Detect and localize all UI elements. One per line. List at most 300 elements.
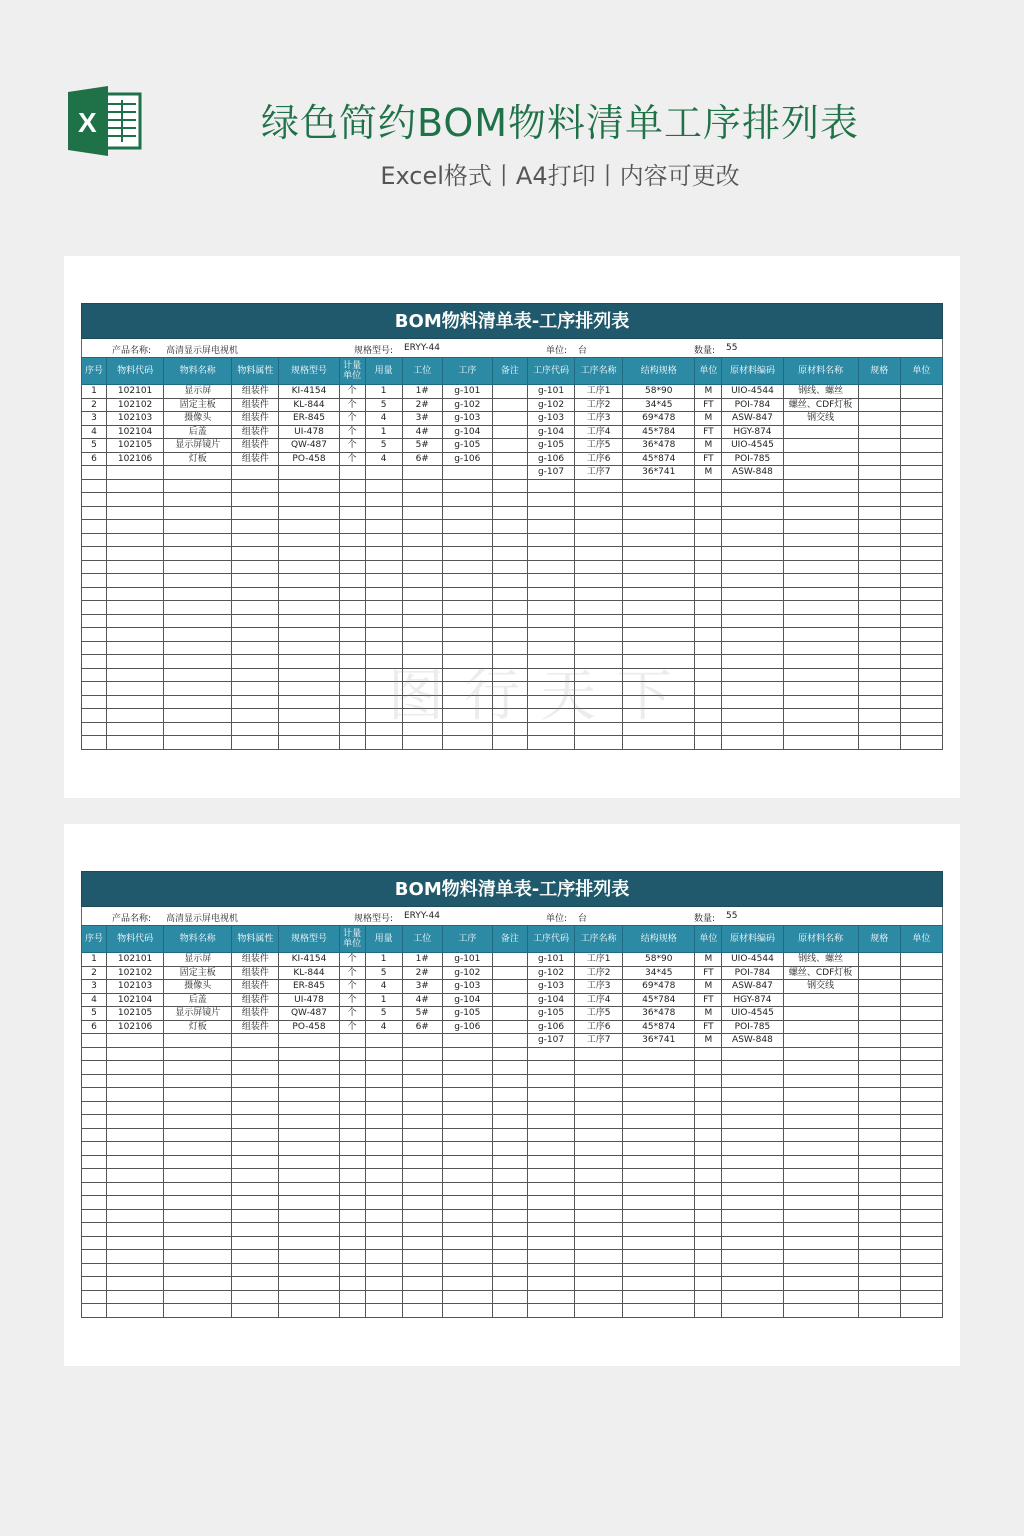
- table-cell[interactable]: [783, 574, 858, 588]
- table-cell[interactable]: [339, 1101, 365, 1115]
- table-cell[interactable]: [107, 479, 164, 493]
- table-cell[interactable]: [527, 1061, 574, 1075]
- table-cell[interactable]: [858, 520, 900, 534]
- table-cell[interactable]: 钢线、螺丝: [783, 953, 858, 967]
- table-cell[interactable]: [722, 493, 783, 507]
- table-cell[interactable]: [722, 1142, 783, 1156]
- table-cell[interactable]: 4: [365, 452, 402, 466]
- table-cell[interactable]: [575, 1223, 623, 1237]
- table-cell[interactable]: [82, 709, 107, 723]
- table-cell[interactable]: [492, 1047, 527, 1061]
- table-cell[interactable]: [623, 506, 695, 520]
- table-cell[interactable]: [695, 506, 722, 520]
- table-cell[interactable]: [442, 547, 492, 561]
- table-cell[interactable]: [279, 506, 339, 520]
- table-cell[interactable]: [279, 1304, 339, 1318]
- table-cell[interactable]: [365, 1034, 402, 1048]
- table-cell[interactable]: [527, 722, 574, 736]
- table-cell[interactable]: [164, 668, 232, 682]
- table-cell[interactable]: [623, 1250, 695, 1264]
- table-cell[interactable]: [858, 1155, 900, 1169]
- table-cell[interactable]: [492, 1290, 527, 1304]
- table-cell[interactable]: [279, 466, 339, 480]
- table-cell[interactable]: [527, 1142, 574, 1156]
- table-cell[interactable]: 后盖: [164, 425, 232, 439]
- table-cell[interactable]: [232, 1047, 279, 1061]
- table-cell[interactable]: [527, 601, 574, 615]
- table-cell[interactable]: [695, 520, 722, 534]
- table-cell[interactable]: [442, 1250, 492, 1264]
- table-cell[interactable]: [402, 1047, 442, 1061]
- table-cell[interactable]: [279, 722, 339, 736]
- table-cell[interactable]: 工序6: [575, 1020, 623, 1034]
- table-cell[interactable]: [858, 1250, 900, 1264]
- table-cell[interactable]: UIO-4544: [722, 953, 783, 967]
- table-cell[interactable]: [783, 547, 858, 561]
- table-cell[interactable]: [402, 479, 442, 493]
- table-cell[interactable]: FT: [695, 398, 722, 412]
- table-cell[interactable]: [623, 682, 695, 696]
- table-cell[interactable]: [107, 466, 164, 480]
- table-cell[interactable]: [722, 1182, 783, 1196]
- table-cell[interactable]: [695, 614, 722, 628]
- table-cell[interactable]: [232, 493, 279, 507]
- table-cell[interactable]: [492, 736, 527, 750]
- table-cell[interactable]: [858, 601, 900, 615]
- table-cell[interactable]: [442, 655, 492, 669]
- table-cell[interactable]: [164, 1128, 232, 1142]
- table-cell[interactable]: [527, 1277, 574, 1291]
- table-cell[interactable]: [695, 1223, 722, 1237]
- table-cell[interactable]: [279, 1074, 339, 1088]
- table-cell[interactable]: [722, 1155, 783, 1169]
- table-cell[interactable]: [492, 1182, 527, 1196]
- table-cell[interactable]: [442, 506, 492, 520]
- table-cell[interactable]: [858, 668, 900, 682]
- table-cell[interactable]: [783, 452, 858, 466]
- table-cell[interactable]: [695, 1142, 722, 1156]
- table-cell[interactable]: [107, 1155, 164, 1169]
- table-cell[interactable]: [279, 1061, 339, 1075]
- table-cell[interactable]: [164, 1047, 232, 1061]
- table-cell[interactable]: [722, 736, 783, 750]
- table-cell[interactable]: [339, 587, 365, 601]
- table-cell[interactable]: [232, 1223, 279, 1237]
- table-cell[interactable]: [232, 520, 279, 534]
- table-cell[interactable]: [82, 655, 107, 669]
- table-cell[interactable]: [82, 722, 107, 736]
- table-cell[interactable]: 5#: [402, 1007, 442, 1021]
- table-cell[interactable]: [527, 574, 574, 588]
- table-cell[interactable]: [783, 466, 858, 480]
- table-cell[interactable]: [365, 1128, 402, 1142]
- table-cell[interactable]: 102104: [107, 425, 164, 439]
- table-cell[interactable]: [365, 1304, 402, 1318]
- table-cell[interactable]: [492, 695, 527, 709]
- table-cell[interactable]: [900, 628, 942, 642]
- table-cell[interactable]: 个: [339, 993, 365, 1007]
- table-cell[interactable]: [82, 1101, 107, 1115]
- table-cell[interactable]: [279, 709, 339, 723]
- table-cell[interactable]: [900, 1115, 942, 1129]
- table-cell[interactable]: [232, 1115, 279, 1129]
- table-cell[interactable]: [164, 1088, 232, 1102]
- table-cell[interactable]: [695, 1169, 722, 1183]
- table-cell[interactable]: 58*90: [623, 953, 695, 967]
- table-cell[interactable]: [164, 1277, 232, 1291]
- table-cell[interactable]: [164, 466, 232, 480]
- table-cell[interactable]: [858, 736, 900, 750]
- table-cell[interactable]: [783, 560, 858, 574]
- table-cell[interactable]: g-107: [527, 466, 574, 480]
- table-cell[interactable]: [623, 587, 695, 601]
- table-cell[interactable]: 工序4: [575, 425, 623, 439]
- table-cell[interactable]: [107, 709, 164, 723]
- table-cell[interactable]: [783, 1128, 858, 1142]
- table-cell[interactable]: [164, 736, 232, 750]
- table-cell[interactable]: [527, 1250, 574, 1264]
- table-cell[interactable]: [695, 533, 722, 547]
- table-cell[interactable]: 36*741: [623, 1034, 695, 1048]
- table-cell[interactable]: 组装件: [232, 953, 279, 967]
- table-cell[interactable]: [783, 520, 858, 534]
- table-cell[interactable]: [492, 1020, 527, 1034]
- table-cell[interactable]: [279, 1101, 339, 1115]
- table-cell[interactable]: 组装件: [232, 412, 279, 426]
- table-cell[interactable]: [575, 668, 623, 682]
- table-cell[interactable]: [107, 1088, 164, 1102]
- table-cell[interactable]: [82, 1277, 107, 1291]
- table-cell[interactable]: [858, 1047, 900, 1061]
- table-cell[interactable]: 6: [82, 452, 107, 466]
- table-cell[interactable]: [900, 412, 942, 426]
- table-cell[interactable]: [783, 736, 858, 750]
- table-cell[interactable]: [339, 560, 365, 574]
- table-cell[interactable]: [402, 1182, 442, 1196]
- table-cell[interactable]: [492, 385, 527, 399]
- table-cell[interactable]: [722, 1223, 783, 1237]
- table-cell[interactable]: [492, 614, 527, 628]
- table-cell[interactable]: [164, 601, 232, 615]
- table-cell[interactable]: [575, 1263, 623, 1277]
- table-cell[interactable]: [279, 1155, 339, 1169]
- table-cell[interactable]: [858, 560, 900, 574]
- table-cell[interactable]: 个: [339, 966, 365, 980]
- table-cell[interactable]: [783, 1223, 858, 1237]
- table-cell[interactable]: [492, 587, 527, 601]
- table-cell[interactable]: M: [695, 980, 722, 994]
- table-cell[interactable]: [722, 1061, 783, 1075]
- table-cell[interactable]: [82, 1142, 107, 1156]
- table-cell[interactable]: [82, 1223, 107, 1237]
- table-cell[interactable]: [783, 1250, 858, 1264]
- table-cell[interactable]: [279, 493, 339, 507]
- table-cell[interactable]: 34*45: [623, 966, 695, 980]
- table-cell[interactable]: KL-844: [279, 966, 339, 980]
- table-cell[interactable]: [365, 1223, 402, 1237]
- table-cell[interactable]: 102102: [107, 966, 164, 980]
- table-cell[interactable]: [783, 1020, 858, 1034]
- table-cell[interactable]: [900, 601, 942, 615]
- table-cell[interactable]: POI-784: [722, 398, 783, 412]
- table-cell[interactable]: [107, 1223, 164, 1237]
- table-cell[interactable]: [492, 1061, 527, 1075]
- table-cell[interactable]: [82, 533, 107, 547]
- table-cell[interactable]: [232, 722, 279, 736]
- table-cell[interactable]: 58*90: [623, 385, 695, 399]
- table-cell[interactable]: [107, 1115, 164, 1129]
- table-cell[interactable]: [722, 614, 783, 628]
- table-cell[interactable]: [492, 1277, 527, 1291]
- table-cell[interactable]: [339, 709, 365, 723]
- table-cell[interactable]: [575, 655, 623, 669]
- table-cell[interactable]: [575, 1250, 623, 1264]
- table-cell[interactable]: [858, 1142, 900, 1156]
- table-cell[interactable]: [783, 601, 858, 615]
- table-cell[interactable]: 显示屏镜片: [164, 439, 232, 453]
- table-cell[interactable]: [402, 1061, 442, 1075]
- table-cell[interactable]: 69*478: [623, 412, 695, 426]
- table-cell[interactable]: g-104: [442, 993, 492, 1007]
- table-cell[interactable]: [442, 1223, 492, 1237]
- table-cell[interactable]: [695, 1101, 722, 1115]
- table-cell[interactable]: [695, 587, 722, 601]
- table-cell[interactable]: [402, 466, 442, 480]
- table-cell[interactable]: [492, 1142, 527, 1156]
- table-cell[interactable]: [695, 722, 722, 736]
- table-cell[interactable]: 工序7: [575, 466, 623, 480]
- table-cell[interactable]: [858, 722, 900, 736]
- table-cell[interactable]: 102105: [107, 439, 164, 453]
- table-cell[interactable]: [575, 1290, 623, 1304]
- table-cell[interactable]: [339, 506, 365, 520]
- table-cell[interactable]: [339, 736, 365, 750]
- table-cell[interactable]: [858, 506, 900, 520]
- table-cell[interactable]: [164, 1034, 232, 1048]
- table-cell[interactable]: g-103: [442, 980, 492, 994]
- table-cell[interactable]: [575, 1209, 623, 1223]
- table-cell[interactable]: [442, 614, 492, 628]
- table-cell[interactable]: 个: [339, 425, 365, 439]
- table-cell[interactable]: [107, 520, 164, 534]
- table-cell[interactable]: PO-458: [279, 1020, 339, 1034]
- table-cell[interactable]: 102102: [107, 398, 164, 412]
- table-cell[interactable]: g-105: [527, 439, 574, 453]
- table-cell[interactable]: 个: [339, 980, 365, 994]
- table-cell[interactable]: [365, 1209, 402, 1223]
- table-cell[interactable]: [900, 560, 942, 574]
- table-cell[interactable]: 36*478: [623, 1007, 695, 1021]
- table-cell[interactable]: [858, 614, 900, 628]
- table-cell[interactable]: [783, 1263, 858, 1277]
- table-cell[interactable]: [339, 1047, 365, 1061]
- table-cell[interactable]: [492, 439, 527, 453]
- table-cell[interactable]: 36*478: [623, 439, 695, 453]
- table-cell[interactable]: [82, 1182, 107, 1196]
- table-cell[interactable]: [402, 1115, 442, 1129]
- table-cell[interactable]: [623, 1169, 695, 1183]
- table-cell[interactable]: [82, 736, 107, 750]
- table-cell[interactable]: [442, 722, 492, 736]
- table-cell[interactable]: [492, 1223, 527, 1237]
- table-cell[interactable]: [527, 1304, 574, 1318]
- table-cell[interactable]: [279, 1115, 339, 1129]
- table-cell[interactable]: 灯板: [164, 452, 232, 466]
- table-cell[interactable]: [365, 1196, 402, 1210]
- table-cell[interactable]: [339, 1128, 365, 1142]
- table-cell[interactable]: g-102: [442, 966, 492, 980]
- table-cell[interactable]: [695, 1290, 722, 1304]
- table-cell[interactable]: [339, 1196, 365, 1210]
- table-cell[interactable]: [402, 614, 442, 628]
- table-cell[interactable]: [339, 493, 365, 507]
- table-cell[interactable]: [858, 1304, 900, 1318]
- table-cell[interactable]: [900, 1128, 942, 1142]
- table-cell[interactable]: [722, 1101, 783, 1115]
- table-cell[interactable]: QW-487: [279, 439, 339, 453]
- table-cell[interactable]: UIO-4545: [722, 1007, 783, 1021]
- table-cell[interactable]: [402, 628, 442, 642]
- table-cell[interactable]: 工序1: [575, 953, 623, 967]
- table-cell[interactable]: [232, 1101, 279, 1115]
- table-cell[interactable]: [279, 736, 339, 750]
- table-cell[interactable]: [82, 641, 107, 655]
- table-cell[interactable]: [402, 722, 442, 736]
- table-cell[interactable]: [783, 614, 858, 628]
- table-cell[interactable]: [442, 479, 492, 493]
- table-cell[interactable]: 个: [339, 385, 365, 399]
- table-cell[interactable]: [623, 641, 695, 655]
- table-cell[interactable]: [695, 655, 722, 669]
- table-cell[interactable]: [527, 695, 574, 709]
- table-cell[interactable]: 5: [365, 439, 402, 453]
- table-cell[interactable]: [858, 1074, 900, 1088]
- table-cell[interactable]: [722, 1290, 783, 1304]
- table-cell[interactable]: [900, 980, 942, 994]
- table-cell[interactable]: [402, 533, 442, 547]
- table-cell[interactable]: [279, 1209, 339, 1223]
- table-cell[interactable]: [365, 587, 402, 601]
- table-cell[interactable]: [164, 1155, 232, 1169]
- table-cell[interactable]: g-106: [527, 1020, 574, 1034]
- table-cell[interactable]: [695, 709, 722, 723]
- table-cell[interactable]: [900, 574, 942, 588]
- table-cell[interactable]: [623, 1277, 695, 1291]
- table-cell[interactable]: [575, 506, 623, 520]
- table-cell[interactable]: [492, 1074, 527, 1088]
- table-cell[interactable]: 6: [82, 1020, 107, 1034]
- table-cell[interactable]: [82, 601, 107, 615]
- table-cell[interactable]: [232, 1074, 279, 1088]
- table-cell[interactable]: [442, 1263, 492, 1277]
- table-cell[interactable]: [107, 1304, 164, 1318]
- table-cell[interactable]: [232, 641, 279, 655]
- table-cell[interactable]: [232, 1061, 279, 1075]
- table-cell[interactable]: [858, 1101, 900, 1115]
- table-cell[interactable]: [82, 1074, 107, 1088]
- table-cell[interactable]: M: [695, 1007, 722, 1021]
- table-cell[interactable]: [164, 628, 232, 642]
- table-cell[interactable]: [623, 1155, 695, 1169]
- table-cell[interactable]: [722, 1209, 783, 1223]
- table-cell[interactable]: 102101: [107, 953, 164, 967]
- table-cell[interactable]: [695, 1304, 722, 1318]
- table-cell[interactable]: [107, 533, 164, 547]
- table-cell[interactable]: [279, 1236, 339, 1250]
- table-cell[interactable]: [442, 520, 492, 534]
- table-cell[interactable]: 6#: [402, 452, 442, 466]
- table-cell[interactable]: [900, 682, 942, 696]
- table-cell[interactable]: [527, 547, 574, 561]
- table-cell[interactable]: [279, 520, 339, 534]
- table-cell[interactable]: [783, 533, 858, 547]
- table-cell[interactable]: [164, 587, 232, 601]
- table-cell[interactable]: 1: [82, 953, 107, 967]
- table-cell[interactable]: [783, 1155, 858, 1169]
- table-cell[interactable]: [783, 1115, 858, 1129]
- table-cell[interactable]: 2#: [402, 398, 442, 412]
- table-cell[interactable]: [722, 1250, 783, 1264]
- table-cell[interactable]: [365, 1088, 402, 1102]
- table-cell[interactable]: [82, 547, 107, 561]
- table-cell[interactable]: [232, 533, 279, 547]
- table-cell[interactable]: [339, 722, 365, 736]
- table-cell[interactable]: [900, 1101, 942, 1115]
- table-cell[interactable]: [365, 1290, 402, 1304]
- table-cell[interactable]: [82, 1088, 107, 1102]
- table-cell[interactable]: [402, 560, 442, 574]
- table-cell[interactable]: [442, 1074, 492, 1088]
- table-cell[interactable]: [858, 574, 900, 588]
- table-cell[interactable]: [442, 1088, 492, 1102]
- table-cell[interactable]: [695, 601, 722, 615]
- table-cell[interactable]: [365, 695, 402, 709]
- table-cell[interactable]: [623, 479, 695, 493]
- table-cell[interactable]: [900, 641, 942, 655]
- table-cell[interactable]: [107, 1101, 164, 1115]
- table-cell[interactable]: [402, 493, 442, 507]
- table-cell[interactable]: [232, 547, 279, 561]
- table-cell[interactable]: [492, 1196, 527, 1210]
- table-cell[interactable]: [858, 439, 900, 453]
- table-cell[interactable]: [695, 1088, 722, 1102]
- table-cell[interactable]: [527, 1290, 574, 1304]
- table-cell[interactable]: [858, 479, 900, 493]
- table-cell[interactable]: [575, 574, 623, 588]
- table-cell[interactable]: [492, 479, 527, 493]
- table-cell[interactable]: [722, 520, 783, 534]
- table-cell[interactable]: [783, 1034, 858, 1048]
- table-cell[interactable]: [623, 1128, 695, 1142]
- table-cell[interactable]: 个: [339, 452, 365, 466]
- table-cell[interactable]: [575, 614, 623, 628]
- table-cell[interactable]: 摄像头: [164, 412, 232, 426]
- table-cell[interactable]: [164, 1209, 232, 1223]
- table-cell[interactable]: 1#: [402, 385, 442, 399]
- table-cell[interactable]: [365, 1277, 402, 1291]
- table-cell[interactable]: [402, 1250, 442, 1264]
- table-cell[interactable]: 45*784: [623, 425, 695, 439]
- table-cell[interactable]: POI-784: [722, 966, 783, 980]
- table-cell[interactable]: [339, 695, 365, 709]
- table-cell[interactable]: [232, 574, 279, 588]
- table-cell[interactable]: [623, 1101, 695, 1115]
- table-cell[interactable]: [365, 574, 402, 588]
- table-cell[interactable]: [783, 1101, 858, 1115]
- table-cell[interactable]: [365, 1061, 402, 1075]
- table-cell[interactable]: [575, 1169, 623, 1183]
- table-cell[interactable]: [783, 1196, 858, 1210]
